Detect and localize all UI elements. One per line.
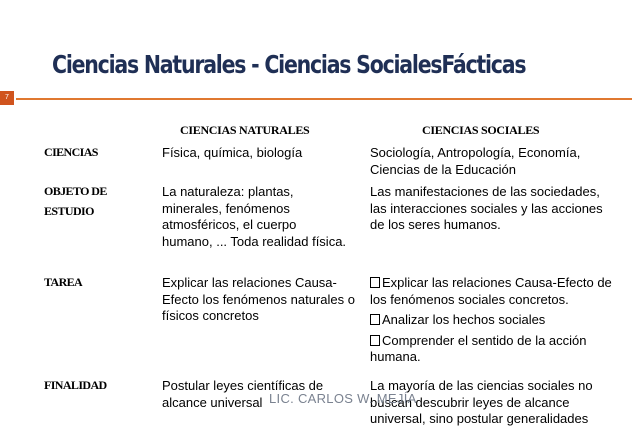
- cell-ciencias-sociales: Sociología, Antropología, Economía, Ciencias de la Educación: [370, 145, 581, 177]
- header-ciencias-naturales: CIENCIAS NATURALES: [180, 123, 310, 137]
- cell-finalidad-naturales: Postular leyes científicas de alcance universal: [162, 378, 324, 410]
- cell-objeto-naturales: La naturaleza: plantas, minerales, fenómenos atmosféricos, el cuerpo humano, ... Toda realidad física.: [162, 184, 347, 249]
- header-ciencias-sociales: CIENCIAS SOCIALES: [422, 123, 540, 137]
- cell-finalidad-sociales: La mayoría de las ciencias sociales no buscan descubrir leyes de alcance universal, sino postular generalidades: [370, 378, 593, 426]
- row-label-finalidad: FINALIDAD: [44, 378, 107, 392]
- bullet-icon: [370, 277, 380, 288]
- cell-tarea-naturales: Explicar las relaciones Causa-Efecto los fenómenos naturales o físicos concretos: [162, 275, 355, 323]
- bullet-icon: [370, 335, 380, 346]
- row-label-objeto-de-estudio: OBJETO DE ESTUDIO: [44, 184, 107, 218]
- bullet-icon: [370, 314, 380, 325]
- row-label-tarea: TAREA: [44, 275, 83, 289]
- row-label-ciencias: CIENCIAS: [44, 145, 98, 159]
- slide-footer: LIC. CARLOS W. MEJÍA: [269, 391, 417, 406]
- cell-objeto-sociales: Las manifestaciones de las sociedades, las interacciones sociales y las acciones de los seres humanos.: [370, 184, 603, 232]
- slide-number-badge: 7: [0, 91, 14, 105]
- cell-ciencias-naturales: Física, química, biología: [162, 145, 303, 160]
- slide-title: Ciencias Naturales - Ciencias SocialesFácticas: [52, 50, 526, 79]
- title-divider: [16, 98, 632, 100]
- list-item: Explicar las relaciones Causa-Efecto de los fenómenos sociales concretos.: [370, 275, 612, 307]
- list-item: Comprender el sentido de la acción humana.: [370, 332, 587, 364]
- cell-tarea-sociales: [370, 275, 626, 370]
- list-item: Analizar los hechos sociales: [370, 312, 626, 329]
